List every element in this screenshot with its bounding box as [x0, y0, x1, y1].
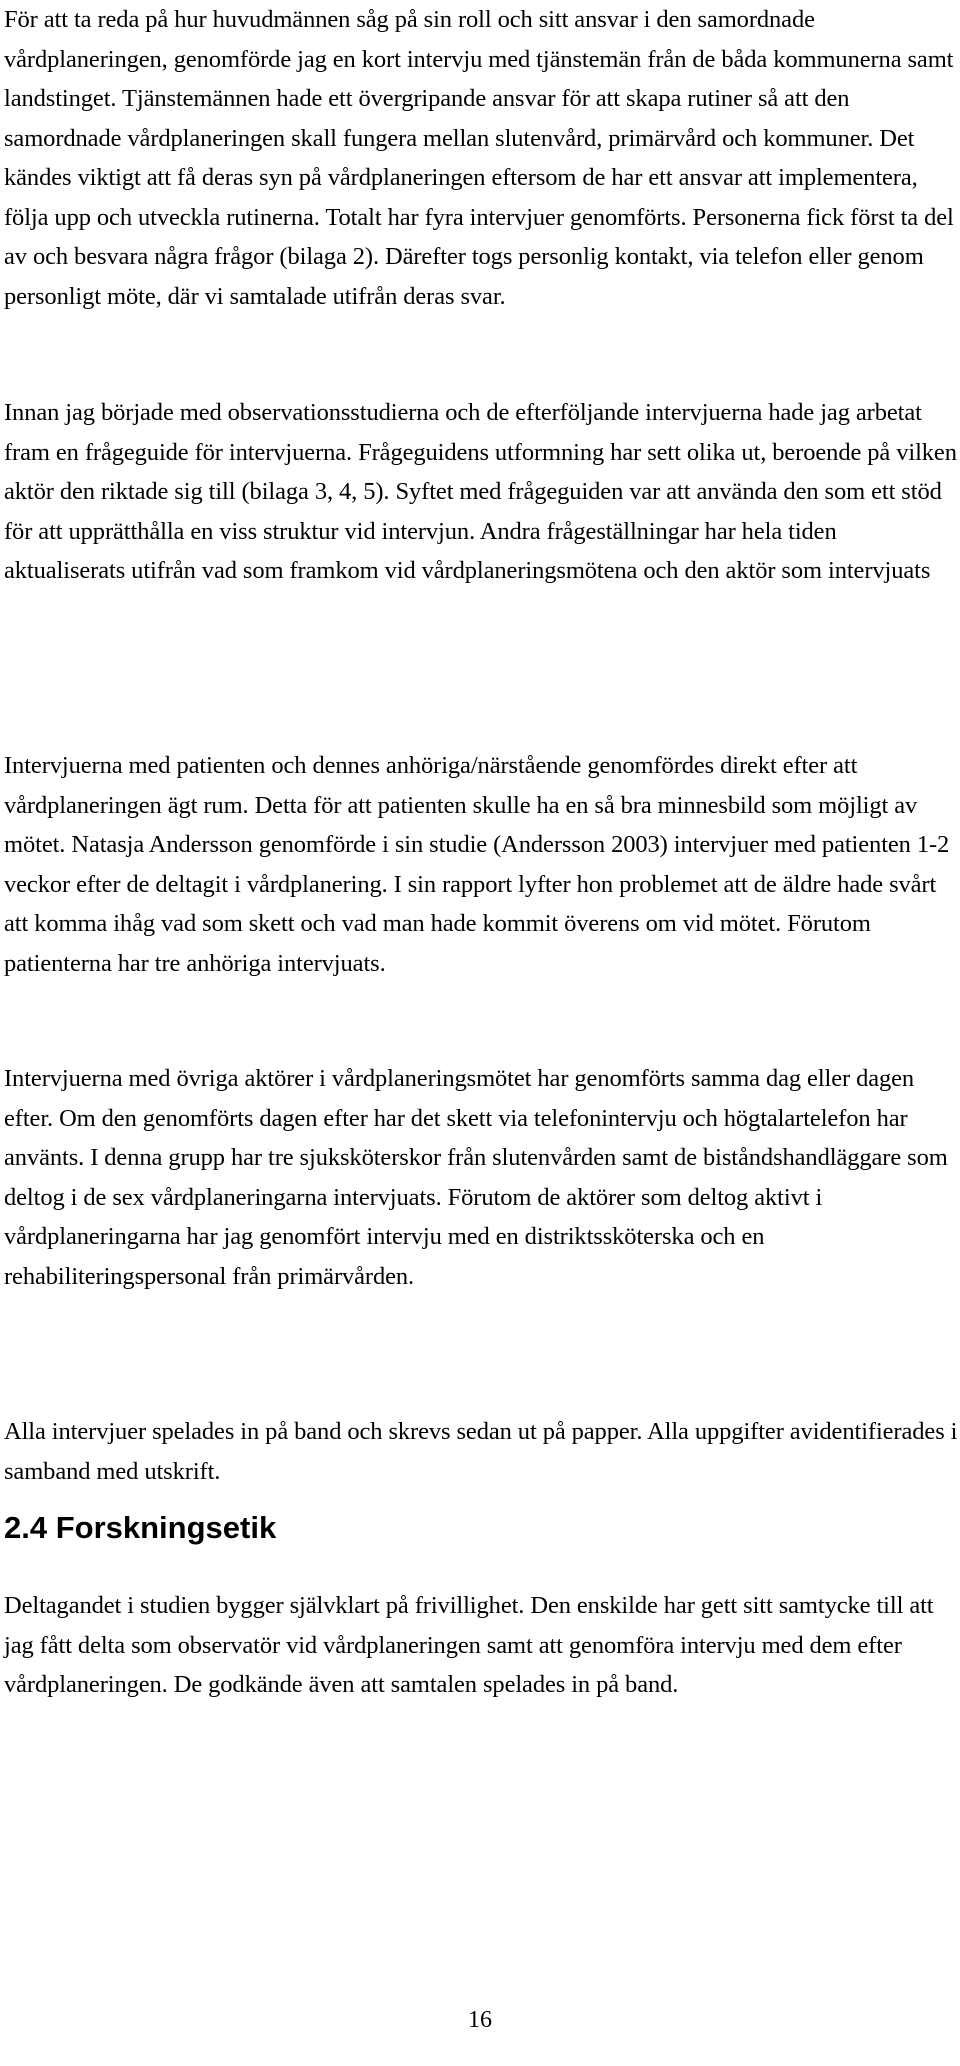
body-paragraph: Alla intervjuer spelades in på band och skrevs sedan ut på papper. Alla uppgifter avidentifierades i samband med utskrift. [4, 1418, 958, 1485]
page-number: 16 [468, 2007, 492, 2033]
body-paragraph: För att ta reda på hur huvudmännen såg på sin roll och sitt ansvar i den samordnade vårdplaneringen, genomförde jag en kort intervju med tjänstemän från de båda kommunerna samt landstinget. Tjänstemännen hade ett övergripande ansvar för att skapa rutiner så att den samordnade vårdplaneringen skall fungera mellan slutenvård, primärvård och kommuner. Det kändes viktigt att få deras syn på vårdplaneringen eftersom de har ett ansvar att implementera, följa upp och utveckla rutinerna. Totalt har fyra intervjuer genomförts. Personerna fick först ta del av och besvara några frågor (bilaga 2). Därefter togs personlig kontakt, via telefon eller genom personligt möte, där vi samtalade utifrån deras svar. [4, 6, 954, 310]
section-heading: 2.4 Forskningsetik [4, 1510, 277, 1545]
body-paragraph: Innan jag började med observationsstudierna och de efterföljande intervjuerna hade jag arbetat fram en frågeguide för intervjuerna. Frågeguidens utformning har sett olika ut, beroende på vilken aktör den riktade sig till (bilaga 3, 4, 5). Syftet med frågeguiden var att använda den som ett stöd för att upprätthålla en viss struktur vid intervjun. Andra frågeställningar har hela tiden aktualiserats utifrån vad som framkom vid vårdplaneringsmötena och den aktör som intervjuats [4, 399, 957, 584]
body-paragraph: Intervjuerna med övriga aktörer i vårdplaneringsmötet har genomförts samma dag eller dagen efter. Om den genomförts dagen efter har det skett via telefonintervju och högtalartelefon har använts. I denna grupp har tre sjuksköterskor från slutenvården samt de biståndshandläggare som deltog i de sex vårdplaneringarna intervjuats. Förutom de aktörer som deltog aktivt i vårdplaneringarna har jag genomfört intervju med en distriktssköterska och en rehabiliteringspersonal från primärvården. [4, 1065, 948, 1290]
section-paragraph: Deltagandet i studien bygger självklart på frivillighet. Den enskilde har gett sitt samtycke till att jag fått delta som observatör vid vårdplaneringen samt att genomföra intervju med dem efter vårdplaneringen. De godkände även att samtalen spelades in på band. [4, 1592, 934, 1698]
body-paragraph: Intervjuerna med patienten och dennes anhöriga/närstående genomfördes direkt efter att vårdplaneringen ägt rum. Detta för att patienten skulle ha en så bra minnesbild som möjligt av mötet. Natasja Andersson genomförde i sin studie (Andersson 2003) intervjuer med patienten 1-2 veckor efter de deltagit i vårdplanering. I sin rapport lyfter hon problemet att de äldre hade svårt att komma ihåg vad som skett och vad man hade kommit överens om vid mötet. Förutom patienterna har tre anhöriga intervjuats. [4, 752, 950, 977]
